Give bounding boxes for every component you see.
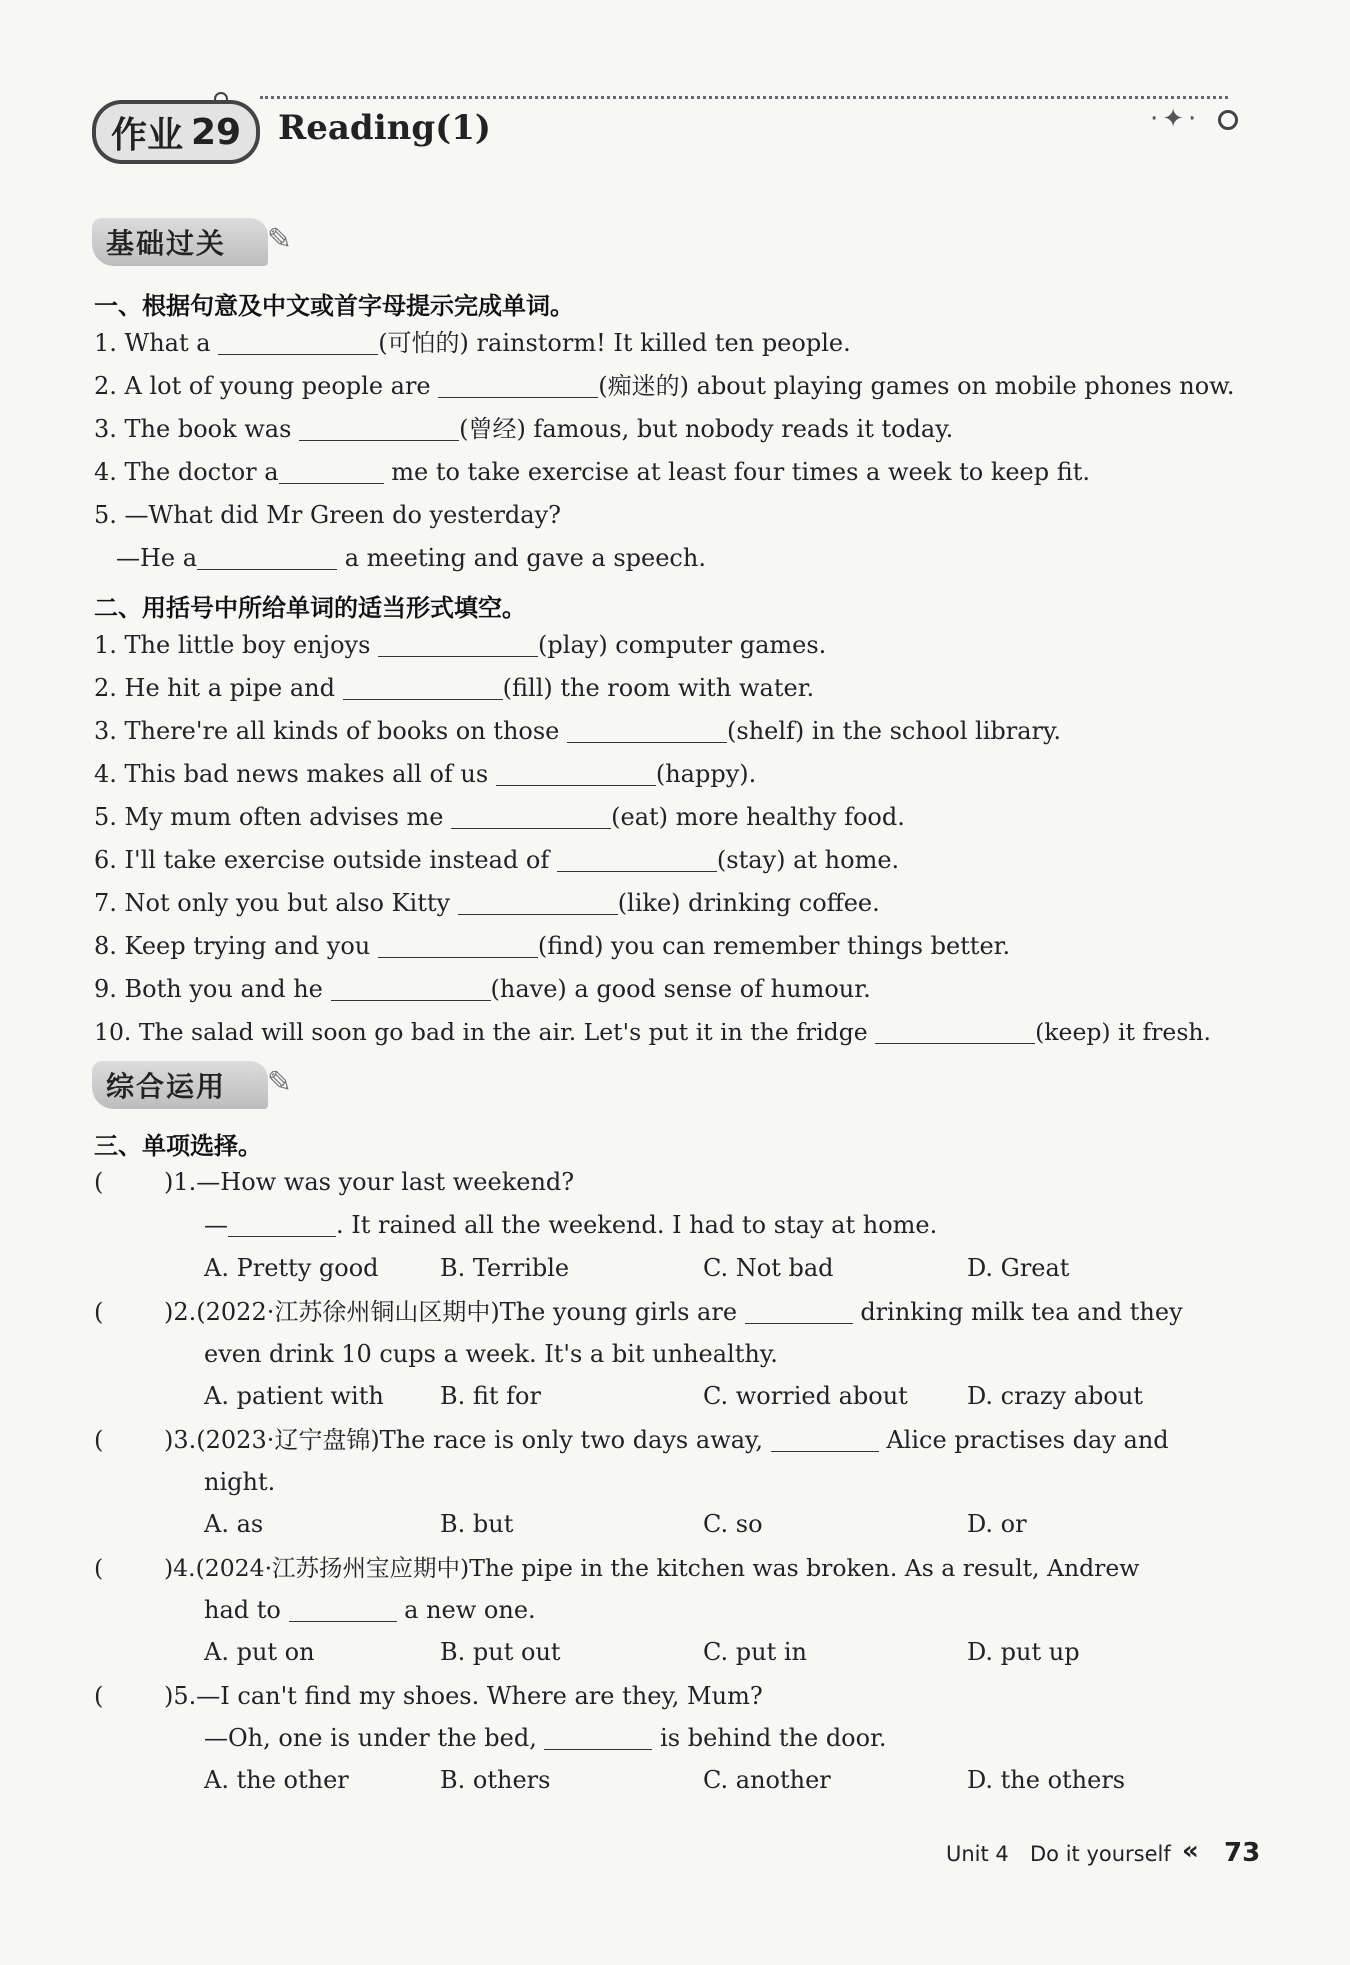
answer-bracket[interactable]: ( (94, 1168, 104, 1196)
homework-badge (92, 100, 260, 164)
answer-blank[interactable] (745, 1299, 853, 1324)
mcq-1 (94, 1166, 574, 1198)
item-text: 6. I'll take exercise outside instead of (94, 846, 550, 874)
answer-blank[interactable] (544, 1725, 652, 1750)
answer-blank[interactable] (279, 459, 384, 484)
item-text: (happy). (655, 760, 757, 788)
item-text: 3. The book was (94, 415, 292, 443)
part2-item-10 (94, 1016, 1211, 1048)
page-number: 73 (1224, 1838, 1261, 1868)
mcq-5-option-a[interactable]: A. the other (204, 1766, 349, 1794)
part2-item-7 (94, 887, 880, 919)
answer-blank[interactable] (567, 718, 727, 743)
question-text: drinking milk tea and they (860, 1298, 1183, 1326)
item-text: 5. —What did Mr Green do yesterday? (94, 501, 562, 529)
item-text: (keep) it fresh. (1035, 1018, 1211, 1046)
item-text: me to take exercise at least four times a week to keep fit. (391, 458, 1091, 486)
question-text: (2022·江苏徐州铜山区期中)The young girls are (196, 1298, 738, 1326)
item-text: (痴迷的) about playing games on mobile phones now. (598, 372, 1235, 400)
answer-bracket[interactable]: ( (94, 1682, 104, 1710)
item-text: 9. Both you and he (94, 975, 323, 1003)
answer-blank[interactable] (228, 1212, 336, 1237)
answer-blank[interactable] (197, 545, 337, 570)
mcq-2-line2: even drink 10 cups a week. It's a bit unhealthy. (204, 1340, 778, 1368)
mcq-4-option-c[interactable]: C. put in (703, 1638, 807, 1666)
mcq-4-option-a[interactable]: A. put on (204, 1638, 315, 1666)
homework-badge-prefix: 作业 (110, 114, 183, 156)
part2-heading: 二、用括号中所给单词的适当形式填空。 (94, 594, 526, 622)
item-text: (可怕的) rainstorm! It killed ten people. (378, 329, 851, 357)
question-number: )4. (164, 1554, 196, 1582)
sparkle-icon: ·✦· (1150, 104, 1201, 134)
mcq-3-option-a[interactable]: A. as (204, 1510, 264, 1538)
question-text: — (204, 1211, 228, 1239)
mcq-2-option-b[interactable]: B. fit for (440, 1382, 541, 1410)
item-text: (shelf) in the school library. (727, 717, 1061, 745)
mcq-3 (94, 1424, 1169, 1456)
answer-blank[interactable] (451, 804, 611, 829)
part2-item-5 (94, 801, 905, 833)
chevron-left-icon: « (1182, 1836, 1199, 1866)
answer-blank[interactable] (496, 761, 656, 786)
mcq-5-option-d[interactable]: D. the others (967, 1766, 1126, 1794)
item-text: —He a (116, 544, 198, 572)
answer-blank[interactable] (875, 1019, 1035, 1044)
question-number: )1. (164, 1168, 197, 1196)
item-text: (like) drinking coffee. (617, 889, 880, 917)
part2-item-1 (94, 629, 826, 661)
question-text: (2023·辽宁盘锦)The race is only two days away, (196, 1426, 764, 1454)
mcq-5 (94, 1680, 763, 1712)
answer-blank[interactable] (378, 933, 538, 958)
item-text: 7. Not only you but also Kitty (94, 889, 451, 917)
section-banner-basic-label: 基础过关 (106, 227, 227, 260)
question-number: )2. (164, 1298, 197, 1326)
mcq-1-option-c[interactable]: C. Not bad (703, 1254, 834, 1282)
mcq-5-option-c[interactable]: C. another (703, 1766, 831, 1794)
part1-item-5-answer (116, 542, 706, 574)
question-text: . It rained all the weekend. I had to stay at home. (336, 1211, 938, 1239)
question-text: (2024·江苏扬州宝应期中)The pipe in the kitchen was broken. As a result, Andrew (195, 1554, 1140, 1582)
item-text: 4. This bad news makes all of us (94, 760, 489, 788)
item-text: 1. The little boy enjoys (94, 631, 371, 659)
part3-heading: 三、单项选择。 (94, 1132, 262, 1160)
answer-blank[interactable] (218, 330, 378, 355)
item-text: (eat) more healthy food. (611, 803, 905, 831)
section-banner-comprehensive-label: 综合运用 (106, 1070, 227, 1103)
item-text: (stay) at home. (716, 846, 900, 874)
question-number: )3. (164, 1426, 197, 1454)
mcq-3-option-d[interactable]: D. or (967, 1510, 1027, 1538)
question-number: )5. (164, 1682, 197, 1710)
item-text: 4. The doctor a (94, 458, 279, 486)
answer-blank[interactable] (289, 1597, 397, 1622)
mcq-1-option-d[interactable]: D. Great (967, 1254, 1070, 1282)
answer-blank[interactable] (331, 976, 491, 1001)
mcq-4-line2 (204, 1594, 536, 1626)
answer-bracket[interactable]: ( (94, 1426, 104, 1454)
mcq-2-option-a[interactable]: A. patient with (204, 1382, 384, 1410)
mcq-1-option-a[interactable]: A. Pretty good (204, 1254, 379, 1282)
mcq-4-option-b[interactable]: B. put out (440, 1638, 561, 1666)
item-text: a meeting and gave a speech. (344, 544, 706, 572)
item-text: 2. He hit a pipe and (94, 674, 335, 702)
part2-item-3 (94, 715, 1061, 747)
part1-item-4 (94, 456, 1090, 488)
mcq-2-option-d[interactable]: D. crazy about (967, 1382, 1143, 1410)
pencil-icon: ✎ (266, 1065, 294, 1100)
question-text: is behind the door. (660, 1724, 887, 1752)
part1-item-3 (94, 413, 953, 445)
mcq-1-line2 (204, 1209, 937, 1241)
answer-blank[interactable] (343, 675, 503, 700)
answer-blank[interactable] (557, 847, 717, 872)
mcq-3-line2: night. (204, 1468, 276, 1496)
item-text: 3. There're all kinds of books on those (94, 717, 560, 745)
homework-badge-number: 29 (190, 111, 242, 153)
mcq-4 (94, 1552, 1139, 1584)
question-text: —How was your last weekend? (196, 1168, 575, 1196)
answer-blank[interactable] (458, 890, 618, 915)
part2-item-8 (94, 930, 1010, 962)
part2-item-6 (94, 844, 899, 876)
page-title: Reading(1) (278, 108, 491, 148)
section-banner-comprehensive (92, 1061, 294, 1109)
header-ring-icon (1218, 110, 1238, 130)
item-text: (have) a good sense of humour. (490, 975, 871, 1003)
item-text: (曾经) famous, but nobody reads it today. (459, 415, 954, 443)
mcq-5-option-b[interactable]: B. others (440, 1766, 551, 1794)
answer-blank[interactable] (378, 632, 538, 657)
answer-bracket[interactable]: ( (94, 1554, 104, 1582)
answer-bracket[interactable]: ( (94, 1298, 104, 1326)
item-text: 1. What a (94, 329, 211, 357)
item-text: (find) you can remember things better. (537, 932, 1011, 960)
question-text: —I can't find my shoes. Where are they, Mum? (196, 1682, 763, 1710)
question-text: Alice practises day and (886, 1426, 1169, 1454)
part2-item-9 (94, 973, 871, 1005)
question-text: a new one. (404, 1596, 536, 1624)
part1-item-2 (94, 370, 1235, 402)
question-text: —Oh, one is under the bed, (204, 1724, 537, 1752)
part1-item-5 (94, 499, 561, 531)
mcq-3-option-c[interactable]: C. so (703, 1510, 763, 1538)
part1-heading: 一、根据句意及中文或首字母提示完成单词。 (94, 292, 574, 320)
item-text: (fill) the room with water. (502, 674, 815, 702)
answer-blank[interactable] (438, 373, 598, 398)
section-banner-basic (92, 218, 294, 266)
part2-item-4 (94, 758, 756, 790)
mcq-1-option-b[interactable]: B. Terrible (440, 1254, 570, 1282)
footer-unit: Unit 4 (946, 1842, 1009, 1866)
item-text: 5. My mum often advises me (94, 803, 444, 831)
mcq-3-option-b[interactable]: B. but (440, 1510, 514, 1538)
question-text: had to (204, 1596, 281, 1624)
part1-item-1 (94, 327, 851, 359)
item-text: (play) computer games. (538, 631, 827, 659)
mcq-5-line2 (204, 1722, 887, 1754)
mcq-4-option-d[interactable]: D. put up (967, 1638, 1080, 1666)
footer-title: Do it yourself (1030, 1842, 1171, 1866)
item-text: 8. Keep trying and you (94, 932, 371, 960)
answer-blank[interactable] (771, 1427, 879, 1452)
mcq-2-option-c[interactable]: C. worried about (703, 1382, 908, 1410)
pencil-icon: ✎ (266, 222, 294, 257)
mcq-2 (94, 1296, 1183, 1328)
header-dotted-rule (260, 96, 1228, 99)
item-text: 2. A lot of young people are (94, 372, 431, 400)
part2-item-2 (94, 672, 814, 704)
item-text: 10. The salad will soon go bad in the air. Let's put it in the fridge (94, 1018, 868, 1046)
answer-blank[interactable] (299, 416, 459, 441)
